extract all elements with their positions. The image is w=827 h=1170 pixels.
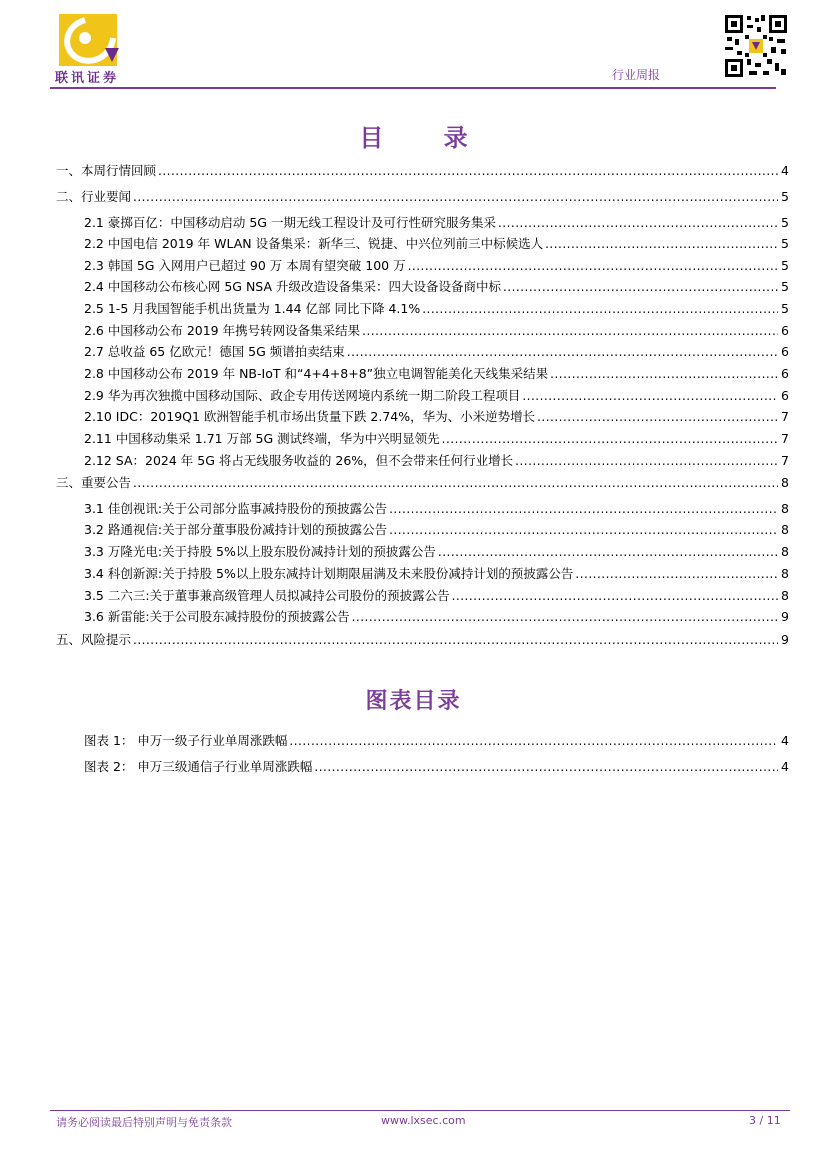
footer-page-number: 3 / 11 [749,1114,781,1127]
dot-leader [545,235,778,253]
toc-entry-label: 2.9 华为再次独揽中国移动国际、政企专用传送网境内系统一期二阶段工程项目 [84,388,521,403]
figure-entry[interactable] [84,758,789,776]
toc-entry-page: 9 [781,632,789,647]
report-type-label: 行业周报 [612,68,661,82]
figure-entry-label: 图表 1： 申万一级子行业单周涨跌幅 [84,733,288,748]
toc-entry-label: 2.6 中国移动公布 2019 年携号转网设备集采结果 [84,323,361,338]
figure-list-title: 图表目录 [365,688,462,714]
dot-leader [515,452,778,470]
dot-leader [452,587,778,605]
toc-entry[interactable] [84,543,789,561]
toc-entry[interactable] [84,257,789,275]
dot-leader [347,343,778,361]
toc-entry-page: 6 [781,323,789,338]
toc-entry-page: 5 [781,258,789,273]
toc-entry-label: 2.4 中国移动公布核心网 5G NSA 升级改造设备集采：四大设备设备商中标 [84,279,501,294]
dot-leader [498,214,778,232]
toc-entry-page: 7 [781,431,789,446]
toc-entry-page: 8 [781,522,789,537]
footer-disclaimer-link[interactable]: 请务必阅读最后特别声明与免责条款 [56,1116,232,1129]
toc-entry[interactable] [84,565,789,583]
toc-entry[interactable] [84,343,789,361]
toc-entry[interactable] [84,300,789,318]
dot-leader [575,565,778,583]
toc-entry-page: 8 [781,501,789,516]
toc-entry[interactable] [84,408,789,426]
header-divider [50,87,776,89]
toc-entry-label: 2.11 中国移动集采 1.71 万部 5G 测试终端，华为中兴明显领先 [84,431,440,446]
toc-entry-page: 9 [781,609,789,624]
toc-entry-page: 8 [781,566,789,581]
toc-entry-label: 3.6 新雷能:关于公司股东减持股份的预披露公告 [84,609,350,624]
qr-code-icon [723,13,789,79]
toc-entry-label: 3.3 万隆光电:关于持股 5%以上股东股份减持计划的预披露公告 [84,544,436,559]
toc-entry[interactable] [84,430,789,448]
toc-entry[interactable] [56,631,789,649]
toc-entry-page: 8 [781,544,789,559]
toc-entry-label: 2.12 SA：2024 年 5G 将占无线服务收益的 26%，但不会带来任何行业增长 [84,453,514,468]
figure-entry[interactable] [84,732,789,750]
toc-entry-page: 6 [781,366,789,381]
footer-website-link[interactable]: www.lxsec.com [381,1114,466,1127]
toc-entry-label: 二、行业要闻 [56,189,132,204]
dot-leader [522,387,778,405]
toc-entry-label: 2.1 豪掷百亿：中国移动启动 5G 一期无线工程设计及可行性研究服务集采 [84,215,496,230]
toc-entry-label: 2.7 总收益 65 亿欧元！德国 5G 频谱拍卖结束 [84,344,345,359]
footer-divider [50,1110,790,1111]
toc-entry[interactable] [84,387,789,405]
toc-entry-page: 5 [781,215,789,230]
dot-leader [352,608,778,626]
toc-entry-label: 五、风险提示 [56,632,132,647]
toc-entry-label: 三、重要公告 [56,475,132,490]
toc-entry[interactable] [56,162,789,180]
toc-entry-label: 2.8 中国移动公布 2019 年 NB-IoT 和“4+4+8+8”独立电调智能美化天线集采结果 [84,366,549,381]
toc-entry-label: 3.5 二六三:关于董事兼高级管理人员拟减持公司股份的预披露公告 [84,588,450,603]
toc-entry[interactable] [84,608,789,626]
figure-entry-page: 4 [781,733,789,748]
toc-entry-label: 3.1 佳创视讯:关于公司部分监事减持股份的预披露公告 [84,501,388,516]
dot-leader [314,758,778,776]
dot-leader [503,278,778,296]
toc-entry[interactable] [84,500,789,518]
toc-entry[interactable] [84,322,789,340]
toc-entry-label: 2.10 IDC：2019Q1 欧洲智能手机市场出货量下跌 2.74%，华为、小米逆势增长 [84,409,536,424]
toc-entry-label: 3.4 科创新源:关于持股 5%以上股东减持计划期限届满及未来股份减持计划的预披露公告 [84,566,574,581]
dot-leader [422,300,778,318]
dot-leader [442,430,778,448]
toc-entry[interactable] [56,188,789,206]
dot-leader [362,322,778,340]
dot-leader [389,500,778,518]
figure-entry-page: 4 [781,759,789,774]
dot-leader [133,631,778,649]
toc-entry[interactable] [56,474,789,492]
toc-entry-page: 4 [781,163,789,178]
toc-entry[interactable] [84,278,789,296]
toc-entry[interactable] [84,521,789,539]
toc-entry-page: 6 [781,388,789,403]
toc-entry-page: 7 [781,453,789,468]
dot-leader [408,257,778,275]
dot-leader [438,543,778,561]
toc-entry-page: 5 [781,236,789,251]
toc-entry-page: 5 [781,279,789,294]
toc-entry-label: 2.2 中国电信 2019 年 WLAN 设备集采：新华三、锐捷、中兴位列前三中标候选人 [84,236,544,251]
toc-entry[interactable] [84,452,789,470]
toc-entry-page: 7 [781,409,789,424]
figure-entry-label: 图表 2： 申万三级通信子行业单周涨跌幅 [84,759,313,774]
dot-leader [133,188,778,206]
toc-entry-page: 6 [781,344,789,359]
dot-leader [289,732,778,750]
toc-entry-page: 5 [781,301,789,316]
toc-entry-label: 2.3 韩国 5G 入网用户已超过 90 万 本周有望突破 100 万 [84,258,406,273]
toc-entry-page: 8 [781,588,789,603]
toc-entry[interactable] [84,365,789,383]
toc-title: 目 录 [359,123,494,152]
logo-text: 联讯证券 [55,71,120,86]
toc-entry[interactable] [84,235,789,253]
dot-leader [158,162,778,180]
toc-entry-page: 8 [781,475,789,490]
dot-leader [537,408,778,426]
toc-entry[interactable] [84,587,789,605]
toc-entry-label: 一、本周行情回顾 [56,163,157,178]
page-header [0,0,827,95]
toc-entry-label: 3.2 路通视信:关于部分董事股份减持计划的预披露公告 [84,522,388,537]
toc-entry-page: 5 [781,189,789,204]
toc-entry[interactable] [84,214,789,232]
dot-leader [550,365,778,383]
toc-entry-label: 2.5 1-5 月我国智能手机出货量为 1.44 亿部 同比下降 4.1% [84,301,421,316]
dot-leader [133,474,778,492]
dot-leader [389,521,778,539]
